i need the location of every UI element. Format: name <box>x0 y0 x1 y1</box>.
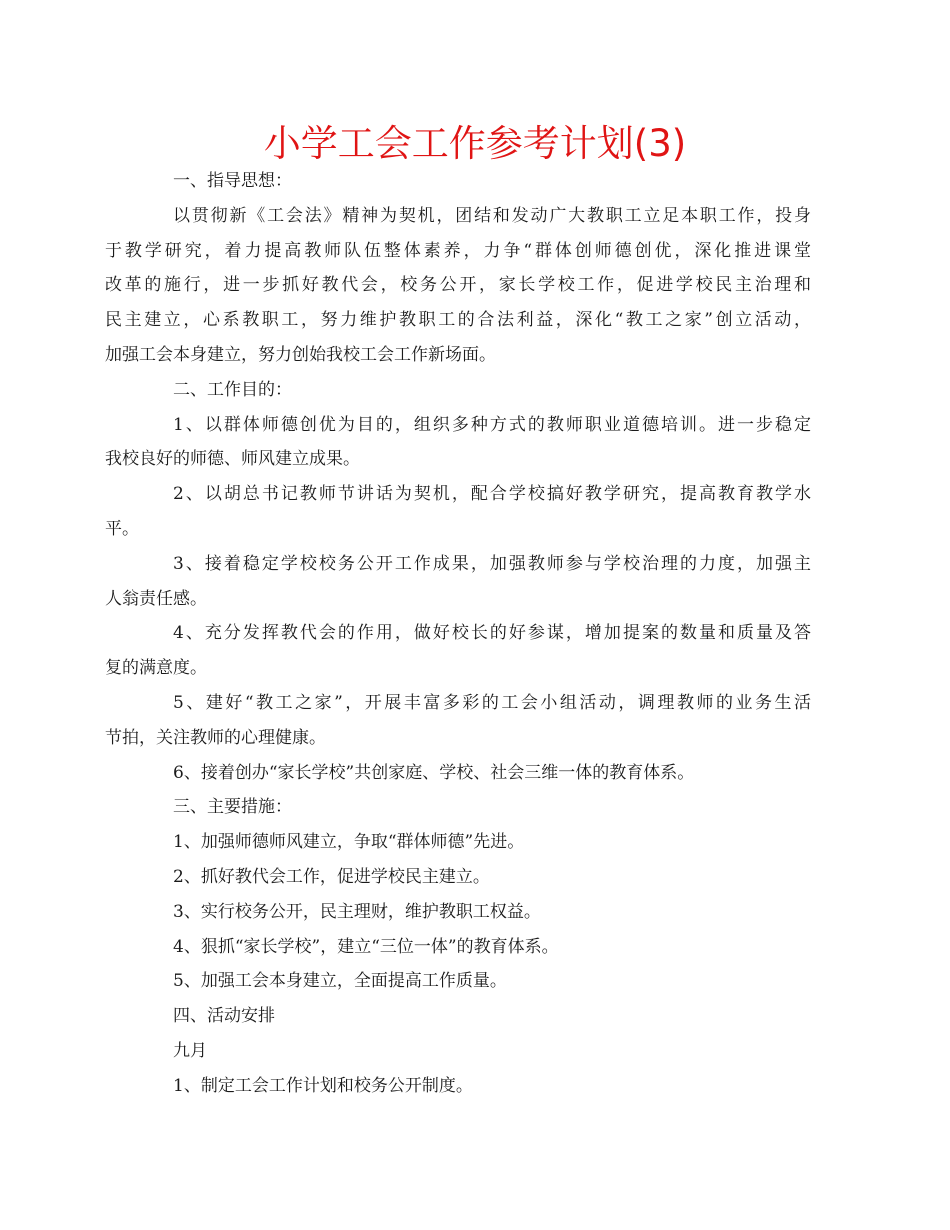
text-line: 三、主要措施： <box>173 797 292 818</box>
text-line: 民主建立，心系教职工，努力维护教职工的合法利益，深化“教工之家”创立活动， <box>105 310 811 331</box>
paragraph <box>139 825 811 860</box>
text-line: 2、以胡总书记教师节讲话为契机，配合学校搞好教学研究，提高教育教学水 <box>173 484 811 505</box>
text-line: 二、工作目的： <box>173 379 292 400</box>
document-title: 小学工会工作参考计划(3) <box>263 122 687 165</box>
paragraph <box>105 477 811 547</box>
text-line: 平。 <box>105 518 139 539</box>
text-line: 5、加强工会本身建立，全面提高工作质量。 <box>173 971 507 992</box>
text-line: 人翁责任感。 <box>105 588 207 609</box>
text-line: 九月 <box>173 1040 207 1061</box>
text-line: 3、接着稳定学校校务公开工作成果，加强教师参与学校治理的力度，加强主 <box>173 553 811 574</box>
text-line: 1、加强师德师风建立，争取“群体师德”先进。 <box>173 832 525 853</box>
text-line: 2、抓好教代会工作，促进学校民主建立。 <box>173 866 490 887</box>
text-line: 一、指导思想： <box>173 171 292 191</box>
paragraph <box>139 895 811 930</box>
text-line: 4、狠抓“家长学校”，建立“三位一体”的教育体系。 <box>173 936 559 957</box>
paragraph <box>105 547 811 617</box>
text-line: 于教学研究，着力提高教师队伍整体素养，力争“群体创师德创优，深化推进课堂 <box>105 240 811 261</box>
paragraph <box>139 373 811 408</box>
text-line: 改革的施行，进一步抓好教代会，校务公开，家长学校工作，促进学校民主治理和 <box>105 275 811 296</box>
paragraph <box>139 1034 811 1069</box>
paragraph <box>105 199 811 373</box>
text-line: 节拍，关注教师的心理健康。 <box>105 727 326 748</box>
text-line: 复的满意度。 <box>105 658 207 679</box>
paragraph <box>139 964 811 999</box>
paragraph <box>139 860 811 895</box>
paragraph <box>139 756 811 791</box>
text-line: 3、实行校务公开，民主理财，维护教职工权益。 <box>173 901 541 922</box>
text-line: 以贯彻新《工会法》精神为契机，团结和发动广大教职工立足本职工作，投身 <box>173 205 811 226</box>
text-line: 1、制定工会工作计划和校务公开制度。 <box>173 1075 473 1096</box>
text-line: 加强工会本身建立，努力创始我校工会工作新场面。 <box>105 344 496 365</box>
text-line: 四、活动安排 <box>173 1006 275 1027</box>
document-body <box>105 164 811 1104</box>
paragraph <box>105 408 811 478</box>
text-line: 4、充分发挥教代会的作用，做好校长的好参谋，增加提案的数量和质量及答 <box>173 623 811 644</box>
paragraph <box>105 616 811 686</box>
text-line: 我校良好的师德、师风建立成果。 <box>105 449 360 470</box>
paragraph <box>139 164 811 199</box>
text-line: 6、接着创办“家长学校”共创家庭、学校、社会三维一体的教育体系。 <box>173 762 695 783</box>
paragraph <box>139 1069 811 1104</box>
paragraph <box>139 999 811 1034</box>
paragraph <box>139 790 811 825</box>
text-line: 5、建好“教工之家”，开展丰富多彩的工会小组活动，调理教师的业务生活 <box>173 692 811 713</box>
paragraph <box>139 930 811 965</box>
text-line: 1、以群体师德创优为目的，组织多种方式的教师职业道德培训。进一步稳定 <box>173 414 811 435</box>
paragraph <box>105 686 811 756</box>
